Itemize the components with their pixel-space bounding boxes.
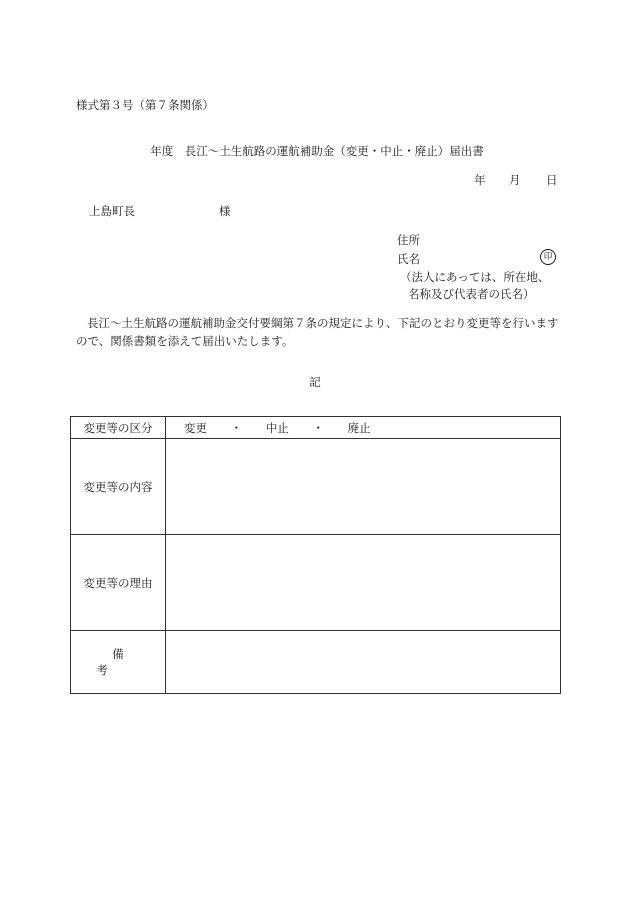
option-separator: ・ — [230, 420, 243, 435]
applicant-note-line2: 名称及び代表者の氏名） — [408, 287, 535, 301]
date-month-label: 月 — [509, 173, 521, 187]
ki-heading: 記 — [309, 375, 321, 389]
remarks-label-text: 備考 — [96, 647, 156, 677]
content-field[interactable] — [166, 439, 561, 535]
notification-table — [70, 416, 561, 694]
category-options — [166, 417, 561, 439]
table-row — [71, 631, 561, 694]
applicant-note-line1: （法人にあっては、所在地、 — [400, 270, 550, 284]
recipient-name: 上島町長 — [89, 204, 135, 218]
form-number: 様式第３号（第７条関係） — [76, 98, 214, 112]
option-change[interactable]: 変更 — [184, 420, 207, 435]
table-row — [71, 417, 561, 439]
remarks-label — [71, 631, 166, 694]
recipient-suffix: 様 — [219, 204, 231, 218]
category-label: 変更等の区分 — [71, 417, 166, 439]
reason-label: 変更等の理由 — [71, 535, 166, 631]
date-day-label: 日 — [546, 173, 558, 187]
table-row — [71, 439, 561, 535]
table-row — [71, 535, 561, 631]
address-label: 住所 — [397, 233, 420, 247]
option-separator: ・ — [312, 420, 324, 435]
name-label: 氏名 — [397, 252, 420, 266]
body-paragraph: 長江～土生航路の運航補助金交付要綱第７条の規定により、下記のとおり変更等を行いますので、関係書類を添えて届出いたします。 — [76, 316, 559, 348]
remarks-field[interactable] — [166, 631, 561, 694]
document-title: 年度 長江～土生航路の運航補助金（変更・中止・廃止）届出書 — [150, 144, 484, 158]
option-suspend[interactable]: 中止 — [265, 420, 289, 435]
seal-mark: 印 — [540, 249, 556, 265]
content-label: 変更等の内容 — [71, 439, 166, 535]
date-year-label: 年 — [474, 173, 486, 187]
reason-field[interactable] — [166, 535, 561, 631]
option-abolish[interactable]: 廃止 — [347, 420, 371, 435]
